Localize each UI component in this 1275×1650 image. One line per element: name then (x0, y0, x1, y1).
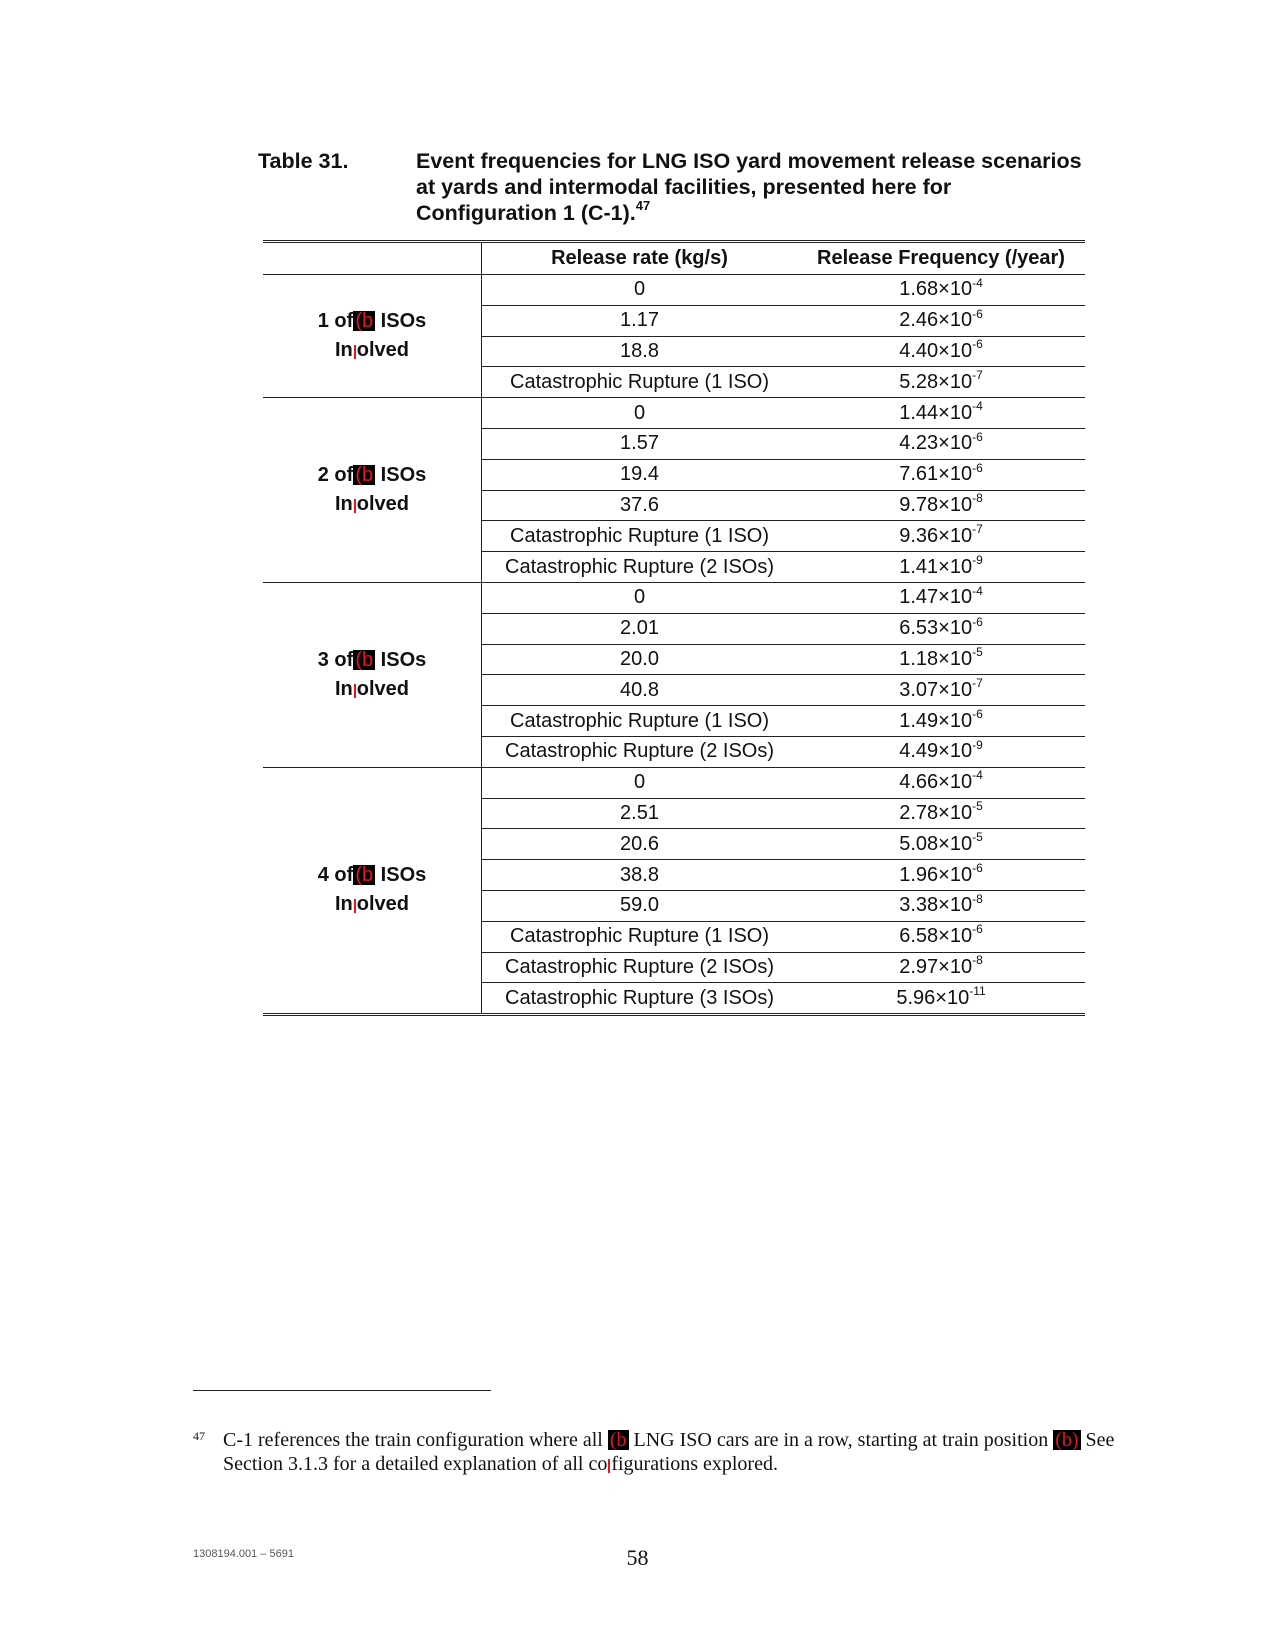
release-frequency-cell: $4.23\times 10^{-6}$ (797, 428, 1085, 459)
header-release-frequency: Release Frequency (/year) (817, 247, 1065, 269)
footnote-divider (193, 1390, 491, 1391)
redaction-mark (354, 899, 356, 913)
header-empty (263, 242, 482, 275)
redaction-box: (b (609, 1429, 627, 1451)
release-rate-cell: 0 (482, 582, 798, 613)
redaction-mark (354, 499, 356, 513)
release-frequency-cell: $4.40\times 10^{-6}$ (797, 336, 1085, 367)
release-frequency-cell: $2.78\times 10^{-5}$ (797, 798, 1085, 829)
release-frequency-cell: $2.46\times 10^{-6}$ (797, 305, 1085, 336)
release-frequency-cell: $9.78\times 10^{-8}$ (797, 490, 1085, 521)
redaction-mark (354, 345, 356, 359)
release-frequency-cell: $6.58\times 10^{-6}$ (797, 921, 1085, 952)
table-group (263, 275, 1085, 398)
table-row (263, 275, 1085, 306)
release-frequency-cell: $6.53\times 10^{-6}$ (797, 613, 1085, 644)
release-rate-cell: 59.0 (482, 890, 798, 921)
page-number: 58 (626, 1545, 649, 1570)
group-label: 3 of (b ISOs In olved (317, 648, 427, 700)
release-frequency-cell: $4.49\times 10^{-9}$ (797, 736, 1085, 767)
footnote-text: C-1 references the train configuration where all (b LNG ISO cars are in a row, starting at train position (b) See Section 3.1.3 for a detailed explanation of all co figurations explored. (223, 1429, 1115, 1475)
redaction-box: (b (355, 464, 374, 487)
header-release-rate: Release rate (kg/s) (482, 242, 798, 275)
release-frequency-cell: $2.97\times 10^{-8}$ (797, 952, 1085, 983)
release-rate-cell: 0 (482, 398, 798, 429)
release-rate-cell: 19.4 (482, 459, 798, 490)
release-rate-cell: 37.6 (482, 490, 798, 521)
table-row (263, 582, 1085, 613)
redaction-box: (b (355, 648, 374, 671)
table-row (263, 767, 1085, 798)
table-header-row (263, 242, 1085, 275)
group-label: 4 of (b ISOs In olved (317, 864, 427, 916)
footnote-reference[interactable]: 47 (635, 197, 651, 213)
redaction-box: (b (355, 864, 374, 887)
release-frequency-cell: $4.66\times 10^{-4}$ (797, 767, 1085, 798)
redaction-box: (b (355, 310, 374, 333)
release-frequency-cell: $1.49\times 10^{-6}$ (797, 706, 1085, 737)
footnote-mark: 47 (193, 1429, 205, 1443)
document-id: 1308194.001 – 5691 (193, 1548, 294, 1560)
release-rate-cell: 40.8 (482, 675, 798, 706)
release-rate-cell: 38.8 (482, 860, 798, 891)
release-frequency-cell: $1.44\times 10^{-4}$ (797, 398, 1085, 429)
release-rate-cell: 2.51 (482, 798, 798, 829)
release-rate-cell: 20.6 (482, 829, 798, 860)
group-label: 2 of (b ISOs In olved (317, 464, 427, 516)
release-rate-cell: Catastrophic Rupture (2 ISOs) (482, 952, 798, 983)
release-rate-cell: 1.17 (482, 305, 798, 336)
release-frequency-cell: $5.28\times 10^{-7}$ (797, 367, 1085, 398)
release-frequency-cell: $5.08\times 10^{-5}$ (797, 829, 1085, 860)
release-rate-cell: Catastrophic Rupture (1 ISO) (482, 521, 798, 552)
release-rate-cell: 2.01 (482, 613, 798, 644)
release-frequency-cell: $9.36\times 10^{-7}$ (797, 521, 1085, 552)
release-rate-cell: 0 (482, 767, 798, 798)
release-rate-cell: 0 (482, 275, 798, 306)
release-frequency-cell: $1.41\times 10^{-9}$ (797, 552, 1085, 583)
release-rate-cell: Catastrophic Rupture (2 ISOs) (482, 552, 798, 583)
redaction-mark (354, 684, 356, 698)
release-rate-cell: Catastrophic Rupture (1 ISO) (482, 367, 798, 398)
release-rate-cell: Catastrophic Rupture (3 ISOs) (482, 983, 798, 1015)
release-rate-cell: 20.0 (482, 644, 798, 675)
table-row (263, 398, 1085, 429)
release-frequency-cell: $3.07\times 10^{-7}$ (797, 675, 1085, 706)
release-frequency-table (263, 240, 1085, 1016)
release-rate-cell: Catastrophic Rupture (2 ISOs) (482, 736, 798, 767)
release-rate-cell: 18.8 (482, 336, 798, 367)
release-frequency-cell: $3.38\times 10^{-8}$ (797, 890, 1085, 921)
redaction-box: (b) (1055, 1429, 1079, 1451)
table-group (263, 767, 1085, 1014)
table-title: Event frequencies for LNG ISO yard movement release scenarios at yards and intermodal facilities, presented here for Configuration 1 (C-1).$^{47}$ (416, 149, 1082, 225)
table-number: Table 31. (258, 149, 349, 173)
release-frequency-cell: $1.68\times 10^{-4}$ (797, 275, 1085, 306)
release-frequency-cell: $5.96\times 10^{-11}$ (797, 983, 1085, 1015)
release-frequency-cell: $7.61\times 10^{-6}$ (797, 459, 1085, 490)
release-rate-cell: Catastrophic Rupture (1 ISO) (482, 921, 798, 952)
release-frequency-cell: $1.47\times 10^{-4}$ (797, 582, 1085, 613)
release-frequency-cell: $1.96\times 10^{-6}$ (797, 860, 1085, 891)
release-frequency-cell: $1.18\times 10^{-5}$ (797, 644, 1085, 675)
table-group (263, 582, 1085, 767)
release-rate-cell: Catastrophic Rupture (1 ISO) (482, 706, 798, 737)
group-label: 1 of (b ISOs In olved (317, 310, 427, 362)
table-group (263, 398, 1085, 583)
release-rate-cell: 1.57 (482, 428, 798, 459)
